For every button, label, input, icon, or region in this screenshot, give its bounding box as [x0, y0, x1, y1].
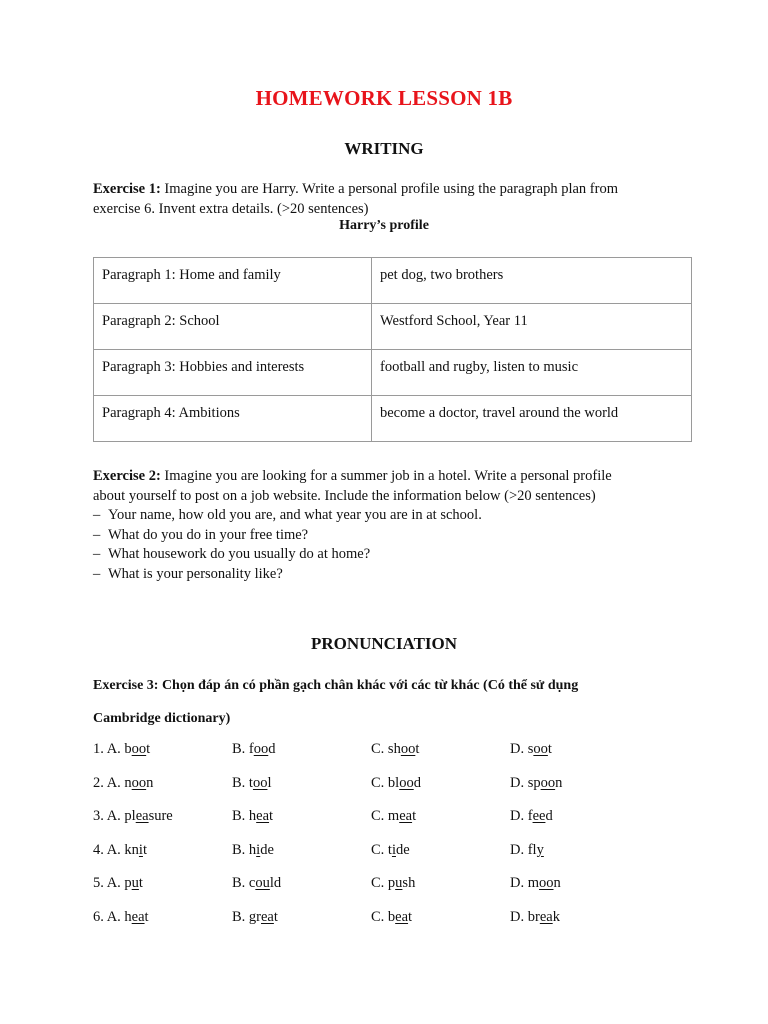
option-text-start: C. p — [371, 875, 396, 892]
option-text-end: t — [547, 741, 552, 757]
pronunciation-options — [93, 741, 713, 943]
option-row — [93, 909, 713, 943]
underlined-letters: ea — [256, 808, 270, 825]
option-item — [371, 875, 510, 909]
underlined-letters: ee — [532, 808, 546, 825]
option-text-start: D. br — [510, 908, 540, 925]
option-text-start: B. h — [232, 841, 257, 858]
option-item — [371, 909, 510, 943]
option-text-start: D. fl — [510, 841, 537, 858]
table-cell-details: football and rugby, listen to music — [372, 350, 692, 396]
option-item — [510, 875, 649, 909]
exercise-3-instruction-2: Cambridge dictionary) — [93, 711, 231, 726]
page-title: HOMEWORK LESSON 1B — [255, 86, 513, 110]
option-text-start: C. bl — [371, 774, 400, 791]
table-cell-paragraph: Paragraph 1: Home and family — [94, 258, 372, 304]
option-text-end: t — [138, 875, 143, 892]
option-text-start: C. sh — [371, 741, 401, 757]
list-item: – Your name, how old you are, and what year you are in at school. — [93, 506, 693, 526]
underlined-letters: oo — [539, 875, 554, 892]
table-row — [94, 258, 692, 304]
option-text-start: B. f — [232, 741, 254, 757]
underlined-letters: oo — [399, 774, 414, 791]
underlined-letters: i — [256, 841, 261, 858]
option-text-end: t — [146, 741, 151, 757]
option-text-start: D. s — [510, 741, 534, 757]
option-text-start: C. t — [371, 841, 392, 858]
option-text-end: t — [273, 908, 278, 925]
option-row — [93, 842, 713, 876]
underlined-letters: oo — [533, 741, 548, 757]
underlined-letters: ea — [539, 908, 553, 925]
option-item — [93, 842, 232, 876]
underlined-letters: oo — [253, 741, 269, 757]
option-text-start: 5. A. p — [93, 875, 132, 892]
option-text-start: D. f — [510, 808, 533, 825]
option-item — [371, 741, 510, 775]
profile-table — [93, 257, 692, 442]
option-text-start: D. m — [510, 875, 539, 892]
option-row — [93, 875, 713, 909]
exercise-2-label: Exercise 2: — [93, 468, 161, 484]
underlined-letters: i — [391, 841, 396, 858]
option-item — [93, 741, 232, 775]
underlined-letters: oo — [252, 774, 268, 791]
option-item — [232, 909, 371, 943]
option-text-start: B. c — [232, 875, 256, 892]
option-text-end: t — [269, 808, 274, 825]
underlined-letters: oo — [540, 774, 556, 791]
option-item — [232, 808, 371, 842]
option-text-end: n — [553, 875, 561, 892]
option-text-start: B. h — [232, 808, 257, 825]
underlined-letters: i — [138, 841, 143, 858]
table-row — [94, 350, 692, 396]
option-item — [232, 875, 371, 909]
option-text-end: n — [146, 774, 154, 791]
exercise-1-text — [93, 180, 693, 219]
exercise-1-label: Exercise 1: — [93, 181, 161, 197]
option-text-start: 3. A. pl — [93, 808, 136, 825]
option-item — [232, 842, 371, 876]
option-text-end: t — [415, 741, 420, 757]
option-row — [93, 775, 713, 809]
table-cell-paragraph: Paragraph 2: School — [94, 304, 372, 350]
option-item — [232, 775, 371, 809]
underlined-letters: ou — [255, 875, 270, 892]
exercise-2-bullets — [93, 506, 693, 584]
writing-heading: WRITING — [344, 139, 424, 158]
option-text-start: B. t — [232, 774, 253, 791]
option-item — [371, 808, 510, 842]
option-row — [93, 741, 713, 775]
option-item — [510, 775, 649, 809]
list-item: – What housework do you usually do at home? — [93, 545, 693, 565]
option-text-end: de — [395, 841, 410, 858]
list-item: – What do you do in your free time? — [93, 526, 693, 546]
exercise-2-line-1: Imagine you are looking for a summer job in a hotel. Write a personal profile — [160, 468, 612, 484]
option-item — [510, 909, 649, 943]
option-text-end: t — [142, 841, 147, 858]
underlined-letters: ea — [131, 908, 145, 925]
list-item: – What is your personality like? — [93, 565, 693, 585]
option-text-start: C. b — [371, 908, 396, 925]
option-item — [371, 842, 510, 876]
table-cell-paragraph: Paragraph 3: Hobbies and interests — [94, 350, 372, 396]
option-text-end: sh — [402, 875, 416, 892]
option-text-start: 2. A. n — [93, 774, 132, 791]
option-item — [93, 875, 232, 909]
option-row — [93, 808, 713, 842]
option-text-start: 1. A. b — [93, 741, 132, 757]
option-item — [510, 808, 649, 842]
option-text-end: t — [144, 908, 149, 925]
option-item — [510, 741, 649, 775]
option-text-start: C. m — [371, 808, 400, 825]
option-text-start: B. gr — [232, 908, 261, 925]
option-text-end: t — [408, 908, 413, 925]
underlined-letters: ea — [399, 808, 413, 825]
option-text-end: d — [545, 808, 553, 825]
table-cell-paragraph: Paragraph 4: Ambitions — [94, 396, 372, 442]
underlined-letters: oo — [400, 741, 416, 757]
exercise-3-instruction-1: Exercise 3: Chọn đáp án có phần gạch chân khác với các từ khác (Có thể sử dụng — [93, 678, 579, 693]
underlined-letters: y — [536, 841, 544, 858]
option-item — [510, 842, 649, 876]
pronunciation-heading: PRONUNCIATION — [310, 634, 458, 653]
option-text-end: k — [552, 908, 560, 925]
option-text-end: sure — [148, 808, 173, 825]
option-text-start: D. sp — [510, 774, 541, 791]
underlined-letters: u — [131, 875, 139, 892]
option-text-end: n — [555, 774, 563, 791]
option-text-end: l — [267, 774, 272, 791]
underlined-letters: ea — [261, 908, 274, 925]
profile-caption: Harry’s profile — [339, 218, 429, 233]
option-item — [371, 775, 510, 809]
exercise-2-line-2: about yourself to post on a job website. Include the information below (>20 sentences) — [93, 487, 596, 504]
option-text-start: 6. A. h — [93, 908, 132, 925]
option-text-end: ld — [269, 875, 282, 892]
underlined-letters: u — [395, 875, 403, 892]
option-text-end: t — [412, 808, 417, 825]
underlined-letters: ea — [395, 908, 409, 925]
underlined-letters: oo — [131, 774, 147, 791]
underlined-letters: oo — [131, 741, 147, 757]
option-text-end: d — [268, 741, 276, 757]
option-text-start: 4. A. kn — [93, 841, 139, 858]
table-cell-details: pet dog, two brothers — [372, 258, 692, 304]
exercise-1-line-2: exercise 6. Invent extra details. (>20 sentences) — [93, 200, 369, 217]
table-row — [94, 396, 692, 442]
underlined-letters: ea — [135, 808, 149, 825]
exercise-1-line-1: Imagine you are Harry. Write a personal profile using the paragraph plan from — [160, 181, 618, 197]
table-cell-details: Westford School, Year 11 — [372, 304, 692, 350]
table-row — [94, 304, 692, 350]
option-item — [93, 909, 232, 943]
option-text-end: de — [260, 841, 274, 858]
option-item — [232, 741, 371, 775]
exercise-2-text — [93, 467, 693, 584]
option-item — [93, 775, 232, 809]
option-text-end: d — [413, 774, 421, 791]
option-item — [93, 808, 232, 842]
table-cell-details: become a doctor, travel around the world — [372, 396, 692, 442]
